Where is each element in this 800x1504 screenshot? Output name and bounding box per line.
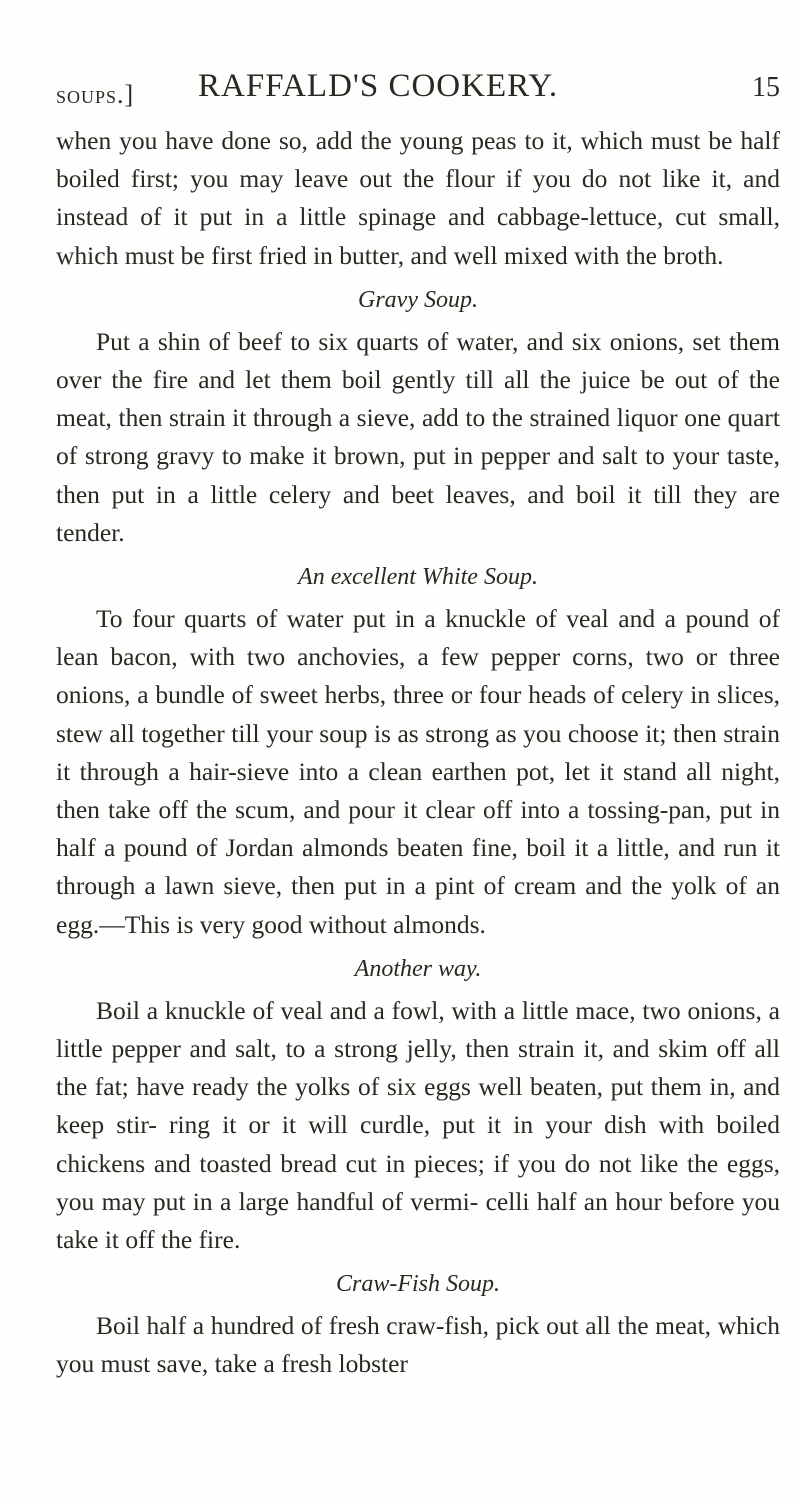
continued-paragraph: when you have done so, add the young peas to it, which must be half boiled first; you may leave out the flour if you do not like it, and instead of it put in a little spinage and cabbage-lettuce, cut small, which must be first fried in butter, and well mixed with the broth. [56,126,780,270]
recipe-heading-another-way: Another way. [354,955,482,982]
page-body [56,122,780,1384]
recipe-text-craw-fish-soup: Boil half a hundred of fresh craw-fish, pick out all the meat, which you must save, take a fresh lobster [56,1311,780,1379]
running-head [56,64,780,116]
page-number: 15 [752,72,780,103]
recipe-heading-craw-fish-soup: Craw-Fish Soup. [335,1271,500,1298]
recipe-text-another-way: Boil a knuckle of veal and a fowl, with a little mace, two onions, a little pepper and salt, to a strong jelly, then strain it, and skim off all the fat; have ready the yolks of six eggs well beaten, put them in, and keep stir- ring it or it will curdle, put it in your dish with boiled chickens and toasted bread cut in pieces; if you do not like the eggs, you may put in a large handful of vermi- celli half an hour before you take it off the fire. [56,995,780,1255]
recipe-text-white-soup: To four quarts of water put in a knuckle of veal and a pound of lean bacon, with two anchovies, a few pepper corns, two or three onions, a bundle of sweet herbs, three or four heads of celery in slices, stew all together till your soup is as strong as you choose it; then strain it through a hair-sieve into a clean earthen pot, let it stand all night, then take off the scum, and pour it clear off into a tossing-pan, put in half a pound of Jordan almonds beaten fine, boil it a little, and run it through a lawn sieve, then put in a pint of cream and the yolk of an egg.—This is very good without almonds. [56,604,780,939]
recipe-heading-gravy-soup: Gravy Soup. [358,286,478,313]
book-title: RAFFALD'S COOKERY. [198,68,559,104]
recipe-text-gravy-soup: Put a shin of beef to six quarts of water, and six onions, set them over the fire and let them boil gently till all the juice be out of the meat, then strain it through a sieve, add to the strained liquor one quart of strong gravy to make it brown, put in pepper and salt to your taste, then put in a little celery and beet leaves, and boil it till they are tender. [56,326,780,547]
section-label: soups.] [56,80,135,109]
recipe-heading-white-soup: An excellent White Soup. [298,564,538,591]
